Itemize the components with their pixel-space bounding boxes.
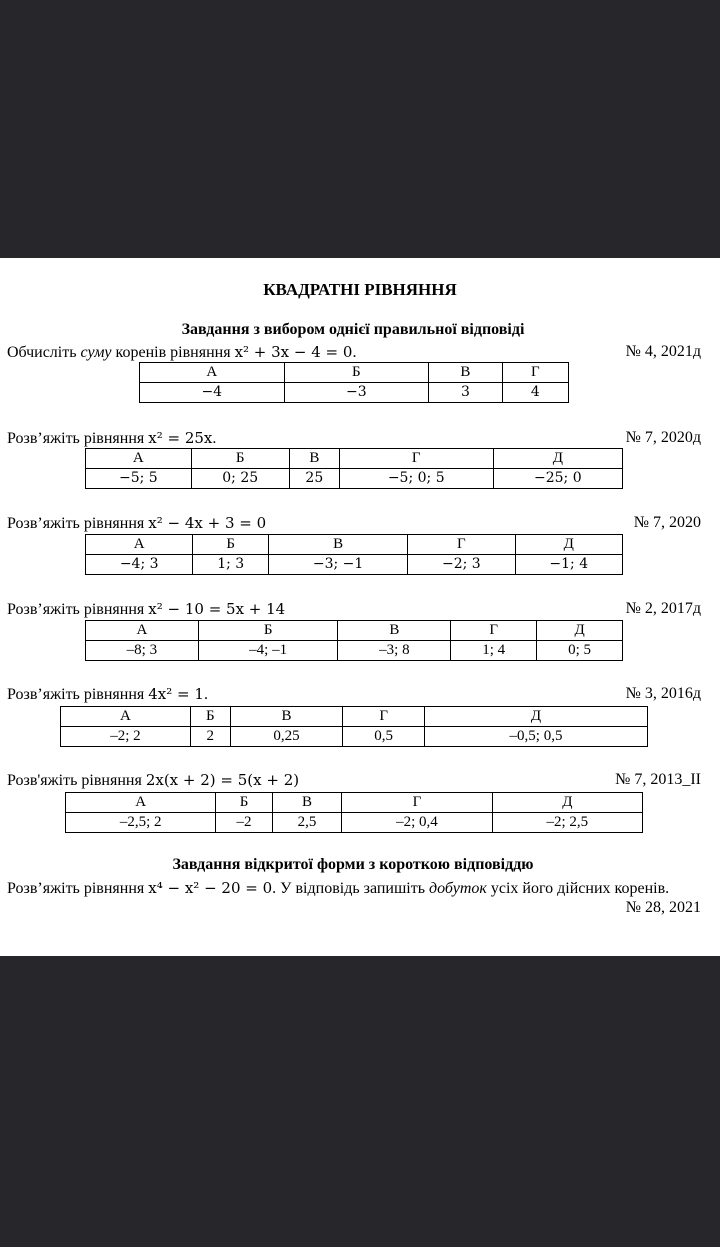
question-6-ref: № 7, 2013_ІІ <box>615 771 701 788</box>
option-label: А <box>86 449 192 469</box>
question-5-text: Розв’яжіть рівняння 4x² = 1. <box>7 685 208 703</box>
question-4-ref: № 2, 2017д <box>625 600 701 617</box>
option-label: В <box>289 449 339 469</box>
option-label: Д <box>493 449 622 469</box>
answer-table-6 <box>65 792 643 833</box>
answer-header-row <box>86 449 623 469</box>
answer-value-row <box>86 469 623 489</box>
equation: x² = 25x <box>148 429 213 447</box>
answer-header-row <box>86 621 623 641</box>
equation: 4x² = 1 <box>148 685 204 703</box>
question-3-text: Розв’яжіть рівняння x² − 4x + 3 = 0 <box>7 514 267 532</box>
page-title: КВАДРАТНІ РІВНЯННЯ <box>263 280 457 299</box>
answer-table-2 <box>85 448 623 489</box>
option-label: А <box>86 535 193 555</box>
option-label: Г <box>342 793 492 813</box>
option-value: 2 <box>190 727 230 747</box>
option-value: 0; 25 <box>191 469 289 489</box>
answer-header-row <box>86 535 623 555</box>
option-value: −4 <box>140 383 285 403</box>
answer-header-row <box>66 793 643 813</box>
open-question-text: Розв’яжіть рівняння x⁴ − x² − 20 = 0. У відповідь запишіть добуток усіх його дійсних коренів. <box>7 879 670 897</box>
open-question-ref: № 28, 2021 <box>625 899 701 916</box>
option-label: В <box>269 535 408 555</box>
option-label: Г <box>502 363 568 383</box>
option-value: −4; 3 <box>86 555 193 575</box>
question-5-ref: № 3, 2016д <box>625 685 701 702</box>
equation: x² − 10 = 5x + 14 <box>148 600 286 618</box>
option-value: –2,5; 2 <box>66 813 216 833</box>
option-label: В <box>338 621 451 641</box>
question-2-ref: № 7, 2020д <box>625 429 701 446</box>
answer-value-row <box>86 641 623 661</box>
answer-value-row <box>140 383 569 403</box>
option-label: В <box>230 707 343 727</box>
option-value: −1; 4 <box>515 555 622 575</box>
section-heading-open: Завдання відкритої форми з короткою відповіддю <box>172 856 534 873</box>
option-value: –2 <box>216 813 272 833</box>
option-value: 4 <box>502 383 568 403</box>
answer-value-row <box>61 727 648 747</box>
equation: x² − 4x + 3 = 0 <box>148 514 267 532</box>
option-value: –3; 8 <box>338 641 451 661</box>
option-value: –2; 2,5 <box>492 813 642 833</box>
answer-table-4 <box>85 620 623 661</box>
equation: x⁴ − x² − 20 = 0 <box>148 879 273 897</box>
option-value: 1; 3 <box>193 555 269 575</box>
option-value: –2; 2 <box>61 727 191 747</box>
answer-header-row <box>140 363 569 383</box>
option-value: –4; –1 <box>198 641 338 661</box>
answer-table-3 <box>85 534 623 575</box>
option-value: 0,5 <box>343 727 425 747</box>
option-value: −5; 5 <box>86 469 192 489</box>
answer-header-row <box>61 707 648 727</box>
option-value: 0; 5 <box>537 641 623 661</box>
question-6-text: Розв'яжіть рівняння 2x(x + 2) = 5(x + 2) <box>7 771 300 789</box>
option-label: Б <box>216 793 272 813</box>
option-label: А <box>140 363 285 383</box>
equation: x² + 3x − 4 = 0 <box>234 343 353 361</box>
option-label: А <box>61 707 191 727</box>
option-value: –2; 0,4 <box>342 813 492 833</box>
worksheet-page <box>0 258 720 956</box>
answer-value-row <box>66 813 643 833</box>
option-value: 1; 4 <box>451 641 537 661</box>
option-label: Д <box>515 535 622 555</box>
option-label: А <box>66 793 216 813</box>
question-4-text: Розв’яжіть рівняння x² − 10 = 5x + 14 <box>7 600 286 618</box>
equation: 2x(x + 2) = 5(x + 2) <box>145 771 300 789</box>
option-label: Д <box>537 621 623 641</box>
option-label: Б <box>284 363 429 383</box>
question-1-text: Обчисліть суму коренів рівняння x² + 3x − 4 = 0. <box>7 343 357 361</box>
option-value: 3 <box>429 383 503 403</box>
section-heading-choice: Завдання з вибором однієї правильної відповіді <box>181 321 525 338</box>
option-value: −25; 0 <box>493 469 622 489</box>
option-label: Г <box>343 707 425 727</box>
option-label: В <box>272 793 342 813</box>
option-value: –0,5; 0,5 <box>425 727 648 747</box>
answer-value-row <box>86 555 623 575</box>
answer-table-1 <box>139 362 569 403</box>
option-value: −3 <box>284 383 429 403</box>
option-label: Г <box>451 621 537 641</box>
option-value: −3; −1 <box>269 555 408 575</box>
question-1-ref: № 4, 2021д <box>625 343 701 360</box>
option-label: Г <box>408 535 515 555</box>
option-label: В <box>429 363 503 383</box>
answer-table-5 <box>60 706 648 747</box>
option-value: –8; 3 <box>86 641 199 661</box>
option-value: −5; 0; 5 <box>339 469 493 489</box>
option-label: А <box>86 621 199 641</box>
question-2-text: Розв’яжіть рівняння x² = 25x. <box>7 429 217 447</box>
option-label: Г <box>339 449 493 469</box>
option-label: Д <box>492 793 642 813</box>
option-value: −2; 3 <box>408 555 515 575</box>
option-value: 25 <box>289 469 339 489</box>
option-label: Б <box>190 707 230 727</box>
option-label: Б <box>193 535 269 555</box>
option-value: 2,5 <box>272 813 342 833</box>
option-label: Б <box>191 449 289 469</box>
option-label: Д <box>425 707 648 727</box>
question-3-ref: № 7, 2020 <box>633 514 701 531</box>
option-value: 0,25 <box>230 727 343 747</box>
option-label: Б <box>198 621 338 641</box>
